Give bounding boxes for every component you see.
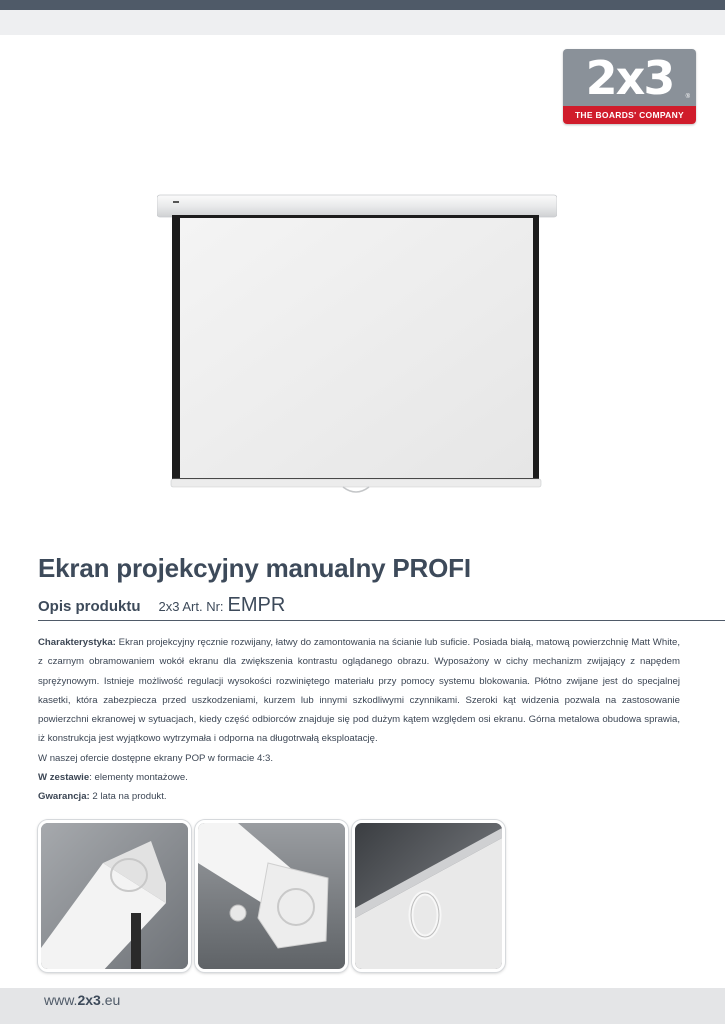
projection-screen-image — [157, 192, 557, 502]
kit-label: W zestawie — [38, 772, 90, 784]
top-bar — [0, 0, 725, 10]
footer-url-brand: 2x3 — [77, 992, 101, 1008]
footer-website-link[interactable] — [44, 992, 120, 1008]
warranty-paragraph — [38, 787, 680, 806]
screen-end-cap-photo — [38, 820, 191, 972]
footer-url-suffix: .eu — [100, 992, 121, 1008]
warranty-text: 2 lata na produkt. — [89, 791, 167, 803]
logo-mark-area — [563, 49, 696, 106]
warranty-label: Gwarancja: — [38, 791, 90, 803]
kit-paragraph — [38, 768, 680, 787]
section-divider — [38, 620, 725, 621]
section-label: Opis produktu — [38, 598, 141, 615]
characteristics-label: Charakterystyka: — [38, 637, 116, 648]
screen-pull-handle-photo — [352, 820, 505, 972]
characteristics-text: Ekran projekcyjny ręcznie rozwijany, łatwy do zamontowania na ścianie lub suficie. Posiada białą, matową powierzchnię Matt White, z czarnym obramowaniem wokół ekranu dla zwiększenia kontrastu oglądanego obrazu. Wyposażony w cichy mechanizm zwijający z napędem sprężynowym. Istnieje możliwość regulacji wysokości rozwiniętego materiału przy pomocy systemu blokowania. Płótno zwijane jest do specjalnej kasetki, która zabezpiecza przed uszkodzeniami, kurzem lub innymi szkodliwymi czynnikami. Szeroki kąt widzenia pozwala na zastosowanie powierzchni ekranowej w sytuacjach, kiedy część odbiorców znajduje się pod dużym kątem względem osi ekranu. Górna metalowa obudowa sprawia, iż konstrukcja jest wyjątkowo wytrzymała i odporna na długotrwałą eksploatację. — [38, 637, 680, 745]
art-number-code: EMPR — [227, 594, 286, 616]
product-subtitle-row — [38, 594, 285, 617]
characteristics-paragraph — [38, 633, 680, 749]
brand-logo — [563, 49, 696, 124]
logo-tagline: THE BOARDS' COMPANY — [563, 106, 696, 124]
footer-url-prefix: www. — [44, 992, 78, 1008]
logo-mark: 2x3 — [585, 50, 674, 105]
screen-casing-photo — [195, 820, 348, 972]
top-band — [0, 10, 725, 35]
product-title: Ekran projekcyjny manualny PROFI — [38, 553, 471, 583]
offer-paragraph: W naszej ofercie dostępne ekrany POP w formacie 4:3. — [38, 752, 273, 764]
product-description — [38, 633, 680, 807]
kit-text: : elementy montażowe. — [89, 772, 188, 784]
art-number-label: 2x3 Art. Nr: — [158, 599, 224, 614]
logo-registered: ® — [685, 94, 690, 100]
